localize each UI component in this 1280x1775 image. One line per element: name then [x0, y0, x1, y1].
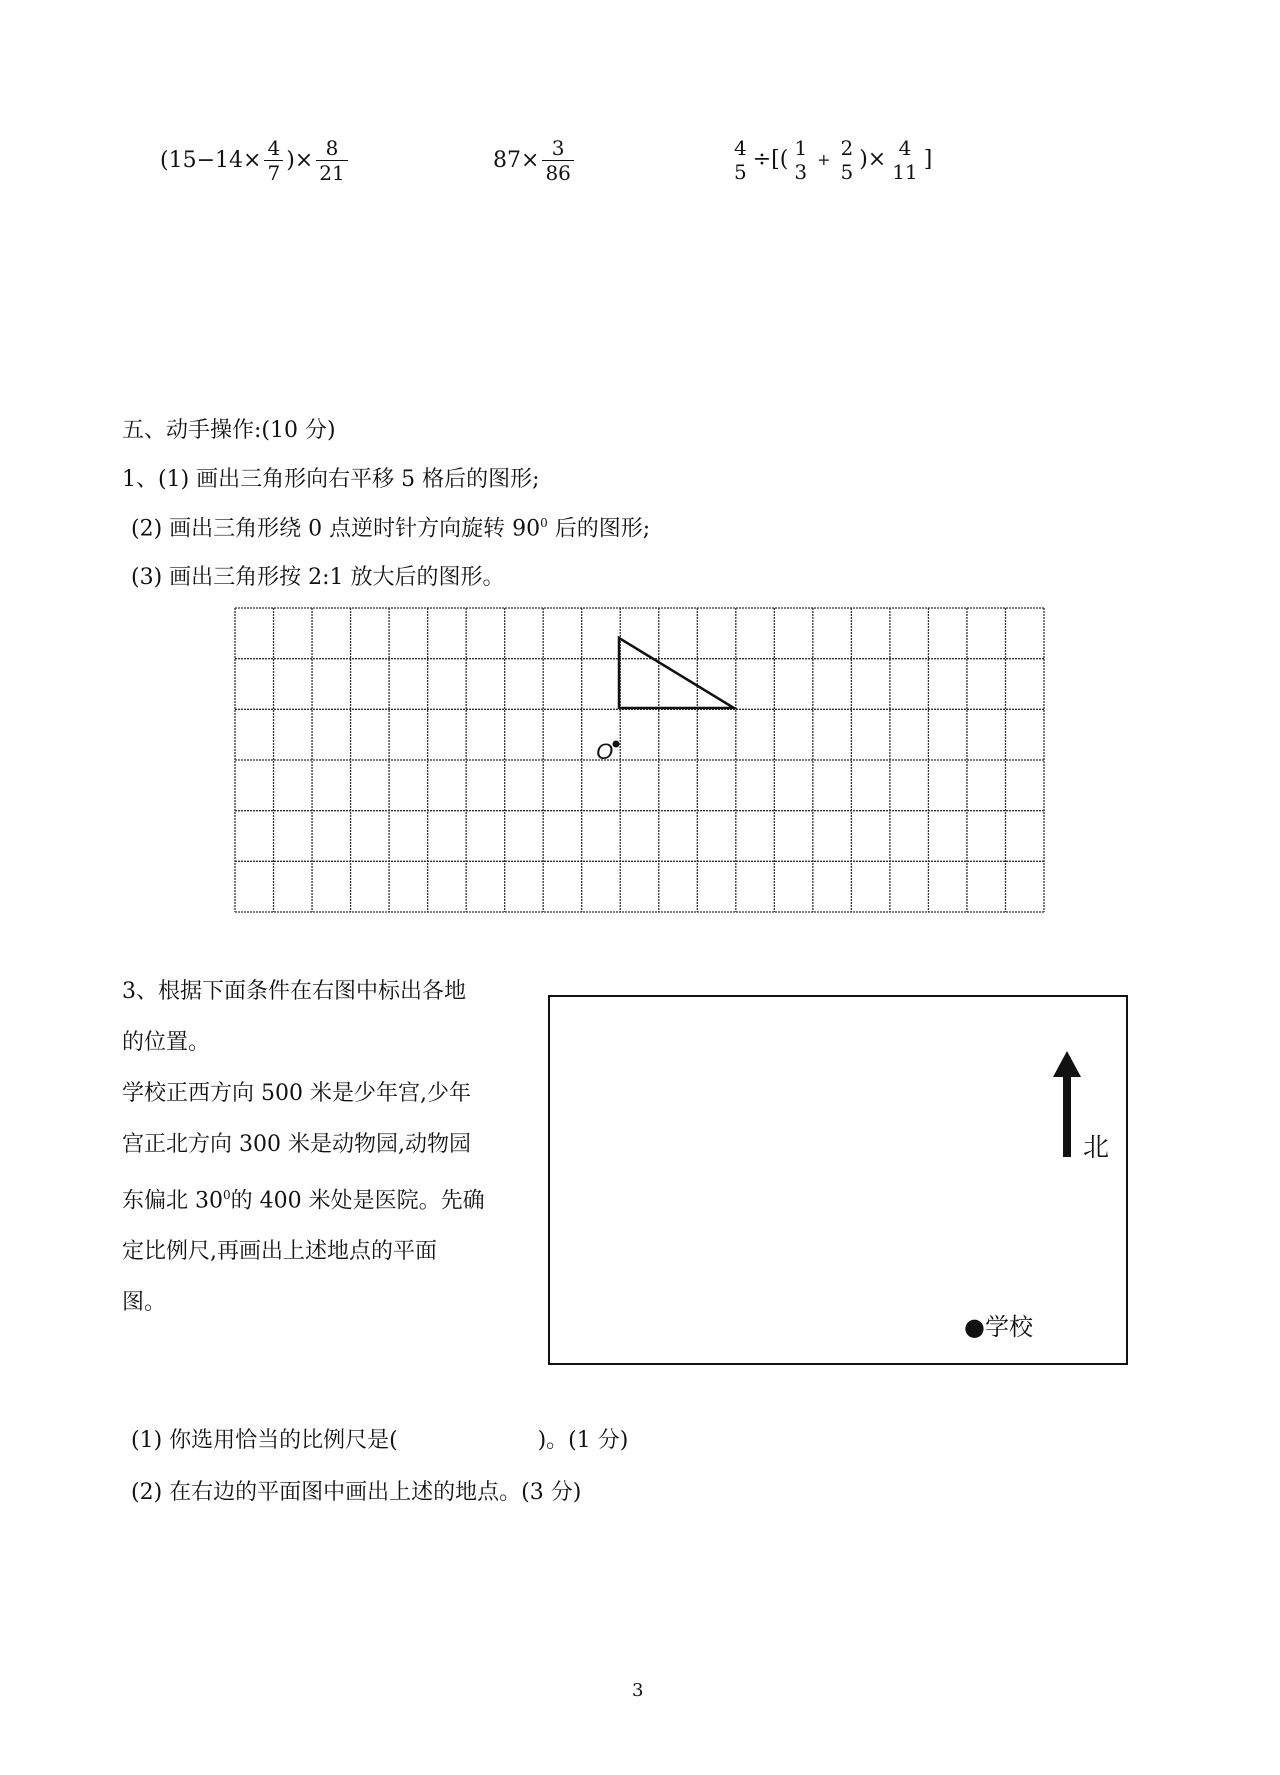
fraction: 4 11 — [892, 136, 918, 184]
q3-line: 3、根据下面条件在右图中标出各地 — [122, 979, 466, 1004]
expr3-op2: )× — [859, 147, 887, 172]
expression-2 — [493, 138, 577, 183]
question-1-3: (3) 画出三角形按 2:1 放大后的图形。 — [131, 565, 505, 590]
expr2-prefix: 87× — [493, 147, 540, 173]
expr3-plus: + — [817, 150, 831, 169]
q3-line: 学校正西方向 500 米是少年宫,少年 — [122, 1081, 471, 1106]
q3-line: 宫正北方向 300 米是动物园,动物园 — [122, 1132, 471, 1157]
north-arrow-icon — [1050, 1051, 1084, 1157]
expr3-close: ] — [923, 147, 933, 172]
fraction: 1 3 — [794, 136, 808, 184]
question-1-2: (2) 画出三角形绕 0 点逆时针方向旋转 $90^0$ 后的图形; — [131, 516, 651, 542]
point-o-dot — [613, 741, 620, 748]
fraction: $\frac{3}{86}$ — [542, 138, 573, 183]
triangle — [619, 638, 734, 708]
q3-line: 定比例尺,再画出上述地点的平面 — [122, 1239, 437, 1265]
map-box — [548, 995, 1128, 1365]
q3-line: 的位置。 — [122, 1030, 211, 1055]
page-number: 3 — [632, 1680, 644, 1701]
q3-line: 东偏北 $30^0$的 400 米处是医院。先确 — [122, 1188, 485, 1214]
grid-figure — [230, 600, 1050, 920]
fraction: $\frac{4}{7}$ — [264, 138, 283, 183]
expr1-prefix: (15−14× — [160, 147, 262, 173]
question-3-1: (1) 你选用恰当的比例尺是( )。(1 分) — [131, 1428, 629, 1453]
q3-line: 图。 — [122, 1290, 167, 1316]
section-heading: 五、动手操作:(10 分) — [122, 418, 336, 443]
question-3-2: (2) 在右边的平面图中画出上述的地点。(3 分) — [131, 1480, 582, 1505]
fraction: 4 5 — [734, 136, 747, 184]
expr1-mid: )× — [286, 147, 314, 173]
fraction: $\frac{8}{21}$ — [316, 138, 347, 183]
expr3-op1: ÷[( — [752, 147, 789, 172]
fraction: 2 5 — [840, 136, 854, 184]
question-1-1: 1、(1) 画出三角形向右平移 5 格后的图形; — [122, 467, 540, 492]
point-o-label: O — [596, 739, 614, 764]
question-3-text — [122, 966, 532, 1328]
expression-3 — [728, 138, 932, 182]
grid-lines — [235, 608, 1044, 912]
expression-1 — [160, 138, 351, 183]
school-label: ●学校 — [964, 1313, 1033, 1341]
north-label: 北 — [1083, 1133, 1110, 1163]
